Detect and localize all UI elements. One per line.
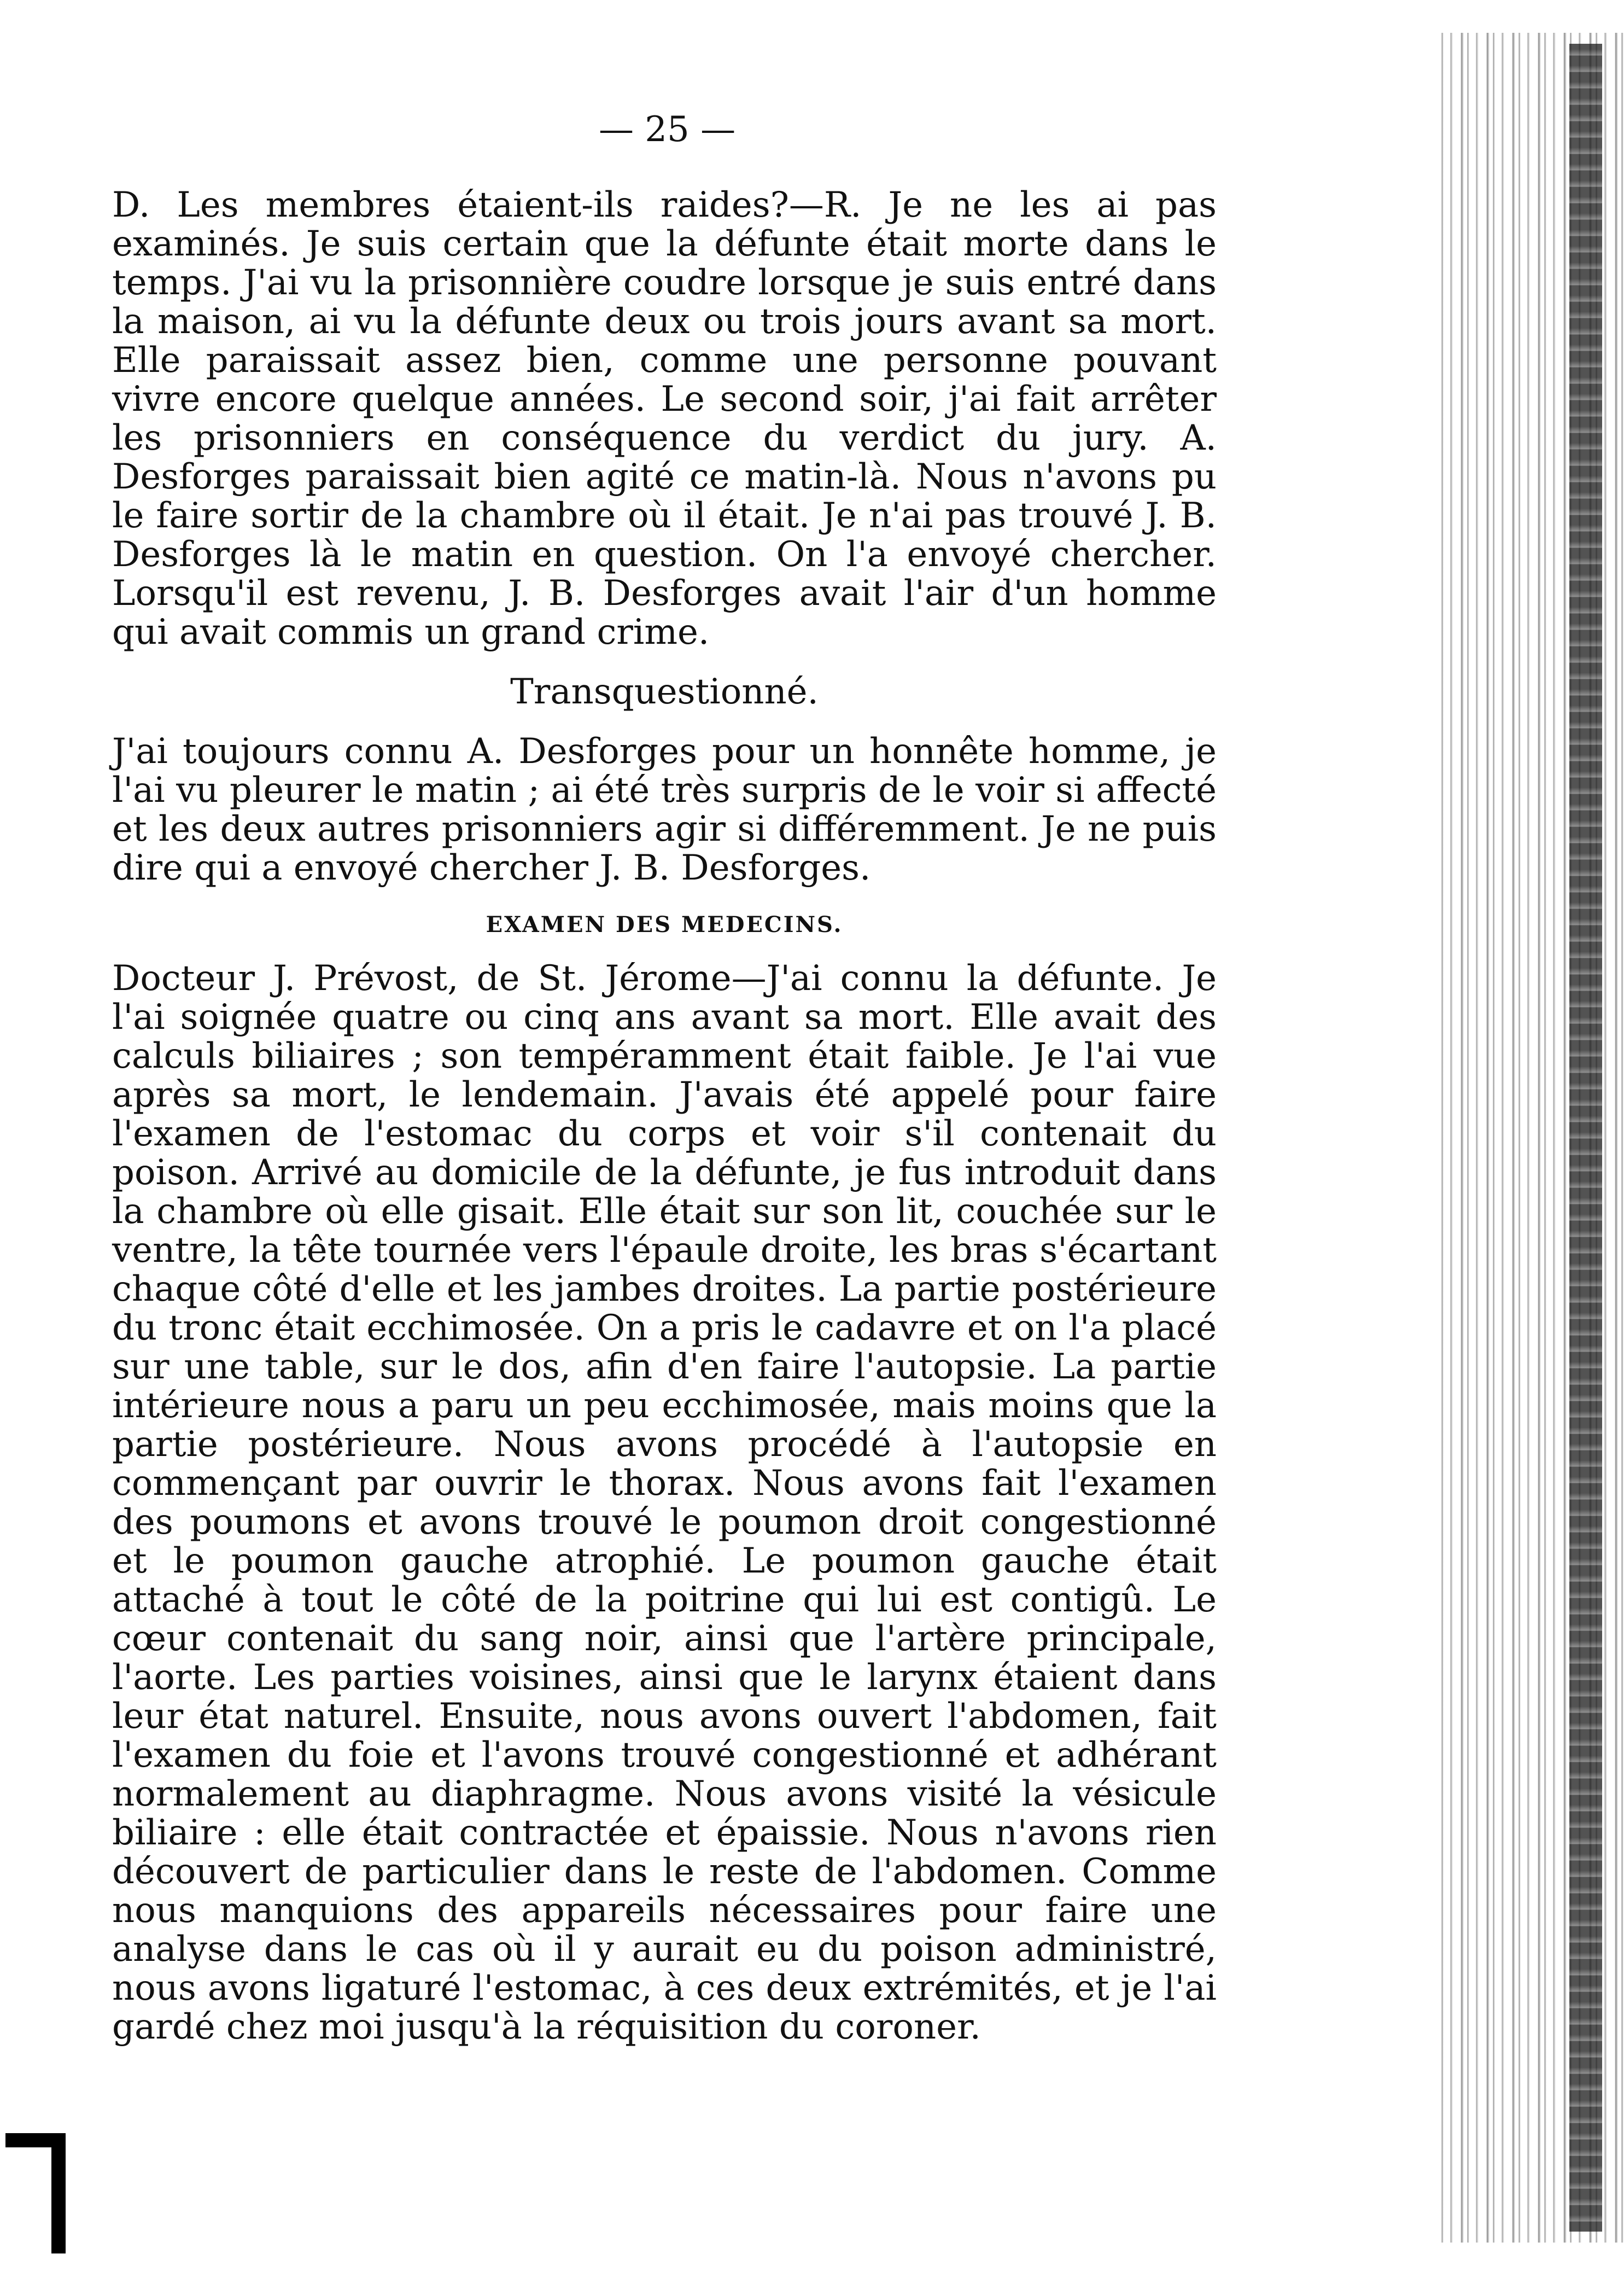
crop-mark-vertical bbox=[51, 2133, 66, 2253]
corner-crop-mark bbox=[5, 2133, 66, 2253]
testimony-paragraph-1: D. Les membres étaient-ils raides?—R. Je ne les ai pas examinés. Je suis certain que la défunte était morte dans le temps. J'ai vu la prisonnière coudre lorsque je suis entré dans la maison, ai vu la défunte deux ou trois jours avant sa mort. Elle paraissait assez bien, comme une personne pouvant vivre encore quelque années. Le second soir, j'ai fait arrêter les prisonniers en conséquence du verdict du jury. A. Desforges paraissait bien agité ce matin-là. Nous n'avons pu le faire sortir de la chambre où il était. Je n'ai pas trouvé J. B. Desforges là le matin en question. On l'a envoyé chercher. Lorsqu'il est revenu, J. B. Desforges avait l'air d'un homme qui avait commis un grand crime. bbox=[112, 185, 1217, 653]
page-body bbox=[112, 186, 1217, 2047]
doctor-testimony-paragraph: Docteur J. Prévost, de St. Jérome—J'ai connu la défunte. Je l'ai soignée quatre ou cinq ans avant sa mort. Elle avait des calculs biliaires ; son tempéramment était faible. Je l'ai vue après sa mort, le lendemain. J'avais été appelé pour faire l'examen de l'estomac du corps et voir s'il contenait du poison. Arrivé au domicile de la défunte, je fus introduit dans la chambre où elle gisait. Elle était sur son lit, couchée sur le ventre, la tête tournée vers l'épaule droite, les bras s'écartant chaque côté d'elle et les jambes droites. La partie postérieure du tronc était ecchimosée. On a pris le cadavre et on l'a placé sur une table, sur le dos, afin d'en faire l'autopsie. La partie intérieure nous a paru un peu ecchimosée, mais moins que la partie postérieure. Nous avons procédé à l'autopsie en commençant par ouvrir le thorax. Nous avons fait l'examen des poumons et avons trouvé le poumon droit congestionné et le poumon gauche atrophié. Le poumon gauche était attaché à tout le côté de la poitrine qui lui est contigû. Le cœur contenait du sang noir, ainsi que l'artère principale, l'aorte. Les parties voisines, ainsi que le larynx étaient dans leur état naturel. Ensuite, nous avons ouvert l'abdomen, fait l'examen du foie et l'avons trouvé congestionné et adhérant normalement au diaphragme. Nous avons visité la vésicule biliaire : elle était contractée et épaissie. Nous n'avons rien découvert de particulier dans le reste de l'abdomen. Comme nous manquions des appareils nécessaires pour faire une analyse dans le cas où il y aurait eu du poison administré, nous avons ligaturé l'estomac, à ces deux extrémités, et je l'ai gardé chez moi jusqu'à la réquisition du coroner. bbox=[112, 958, 1217, 2047]
section-heading: EXAMEN DES MEDECINS. bbox=[486, 912, 843, 937]
page-number: — 25 — bbox=[598, 109, 736, 150]
cross-examination-heading: Transquestionné. bbox=[510, 672, 819, 712]
testimony-paragraph-2: J'ai toujours connu A. Desforges pour un honnête homme, je l'ai vu pleurer le matin ; ai été très surpris de le voir si affecté et les deux autres prisonniers agir si différemment. Je ne puis dire qui a envoyé chercher J. B. Desforges. bbox=[112, 731, 1217, 888]
scanned-binding-shadow bbox=[1569, 44, 1602, 2232]
